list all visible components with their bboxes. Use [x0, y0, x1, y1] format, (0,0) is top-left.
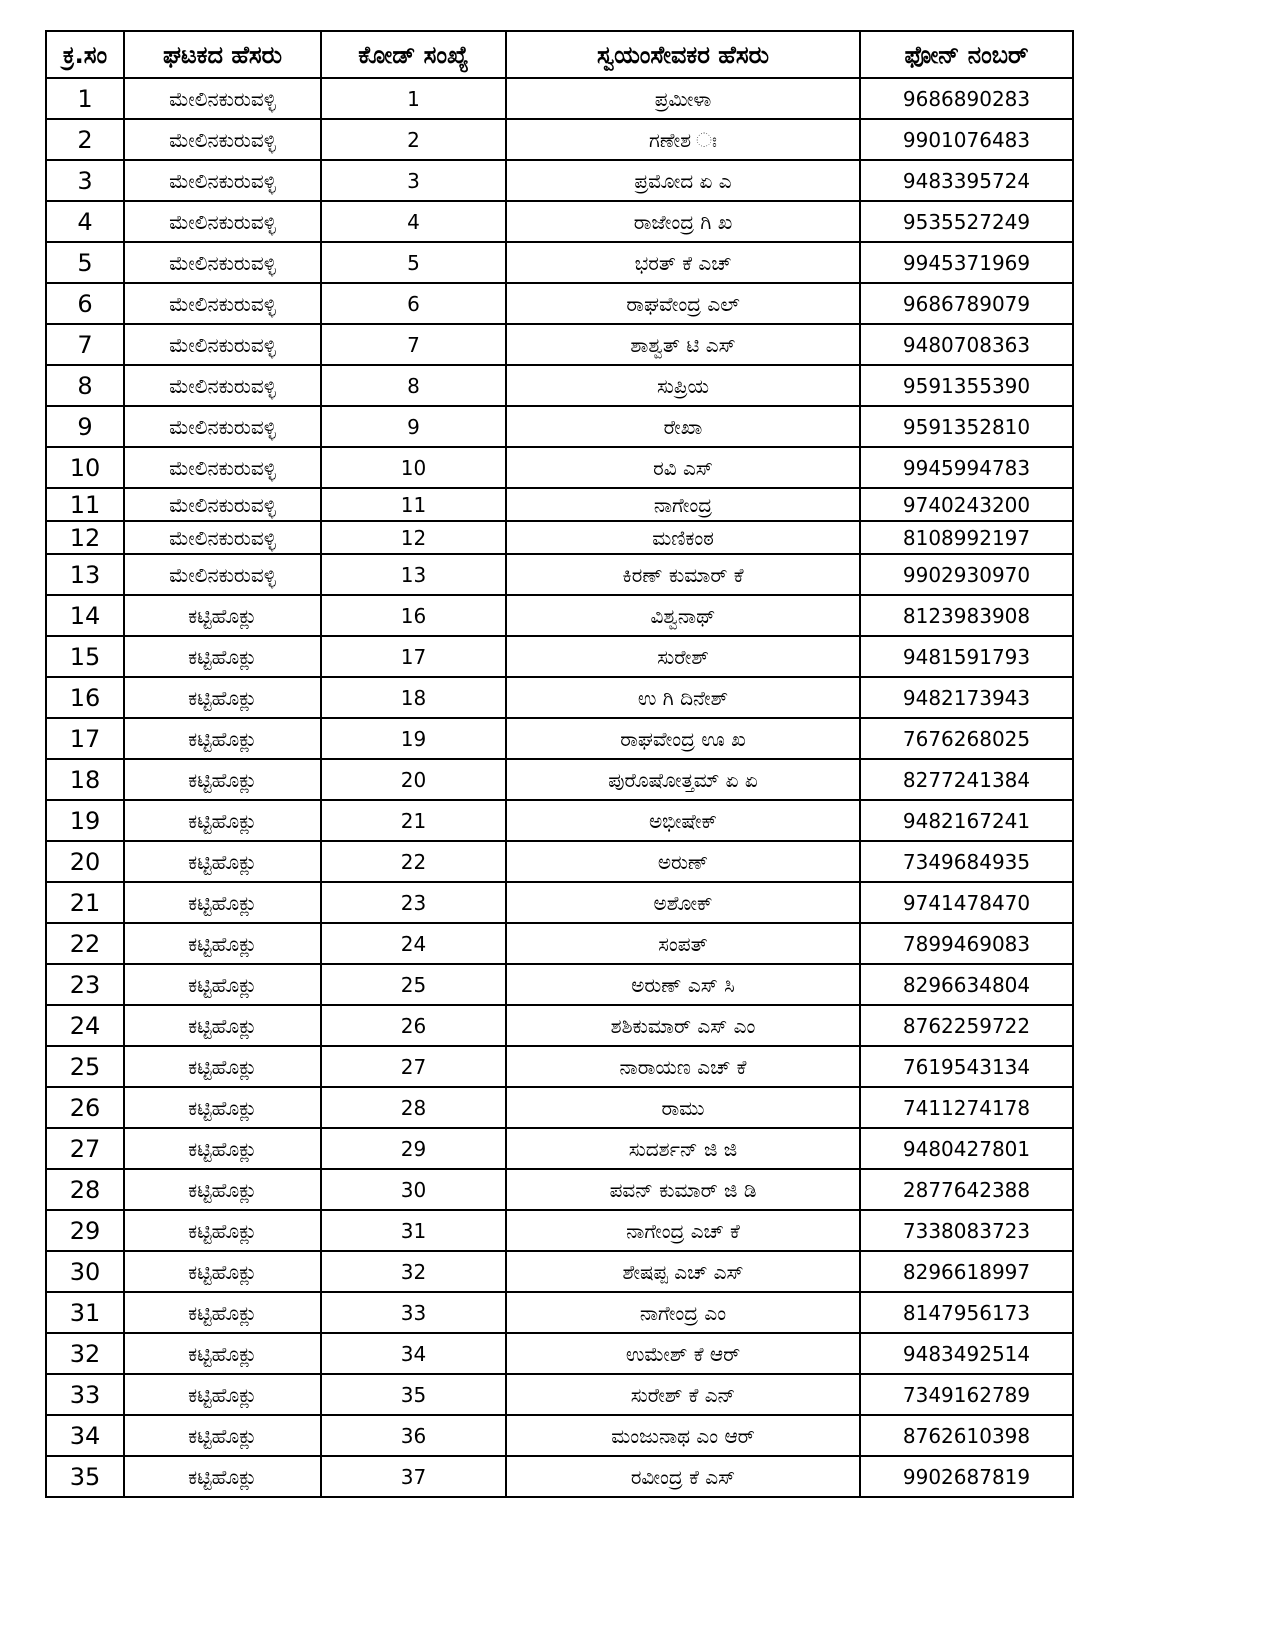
- phone-number-cell: 9902687819: [860, 1456, 1073, 1497]
- table-row: [46, 201, 1073, 242]
- phone-number-cell: 8296634804: [860, 964, 1073, 1005]
- code-number-cell: 20: [321, 759, 506, 800]
- table-row: [46, 1005, 1073, 1046]
- table-body: [46, 78, 1073, 1497]
- unit-name-cell: ಮೇಲಿನಕುರುವಳ್ಳಿ: [124, 406, 321, 447]
- serial-cell: 3: [46, 160, 124, 201]
- phone-number-cell: 9945994783: [860, 447, 1073, 488]
- code-number-cell: 36: [321, 1415, 506, 1456]
- table-row: [46, 406, 1073, 447]
- volunteer-name-cell: ಶಾಶ್ವತ್ ಟಿ ಎಸ್: [506, 324, 860, 365]
- code-number-cell: 33: [321, 1292, 506, 1333]
- volunteer-name-cell: ನಾಗೇಂದ್ರ: [506, 488, 860, 521]
- code-number-cell: 7: [321, 324, 506, 365]
- phone-number-cell: 8762610398: [860, 1415, 1073, 1456]
- unit-name-cell: ಮೇಲಿನಕುರುವಳ್ಳಿ: [124, 78, 321, 119]
- code-number-cell: 19: [321, 718, 506, 759]
- table-row: [46, 119, 1073, 160]
- table-row: [46, 1456, 1073, 1497]
- volunteer-name-cell: ಅಭೀಷೇಕ್: [506, 800, 860, 841]
- code-number-cell: 27: [321, 1046, 506, 1087]
- code-number-cell: 1: [321, 78, 506, 119]
- serial-cell: 11: [46, 488, 124, 521]
- serial-cell: 13: [46, 554, 124, 595]
- volunteer-name-cell: ನಾರಾಯಣ ಎಚ್ ಕೆ: [506, 1046, 860, 1087]
- unit-name-cell: ಮೇಲಿನಕುರುವಳ್ಳಿ: [124, 160, 321, 201]
- unit-name-cell: ಕಟ್ಟಿಹೊಕ್ಲು: [124, 1087, 321, 1128]
- table-row: [46, 1169, 1073, 1210]
- phone-number-cell: 9480427801: [860, 1128, 1073, 1169]
- code-number-cell: 6: [321, 283, 506, 324]
- phone-number-cell: 7411274178: [860, 1087, 1073, 1128]
- header-code-number: ಕೋಡ್ ಸಂಖ್ಯೆ: [321, 31, 506, 78]
- volunteer-name-cell: ನಾಗೇಂದ್ರ ಎಂ: [506, 1292, 860, 1333]
- unit-name-cell: ಮೇಲಿನಕುರುವಳ್ಳಿ: [124, 447, 321, 488]
- volunteer-name-cell: ರಾಮು: [506, 1087, 860, 1128]
- code-number-cell: 22: [321, 841, 506, 882]
- unit-name-cell: ಕಟ್ಟಿಹೊಕ್ಲು: [124, 1456, 321, 1497]
- unit-name-cell: ಮೇಲಿನಕುರುವಳ್ಳಿ: [124, 242, 321, 283]
- code-number-cell: 17: [321, 636, 506, 677]
- code-number-cell: 8: [321, 365, 506, 406]
- phone-number-cell: 9741478470: [860, 882, 1073, 923]
- code-number-cell: 29: [321, 1128, 506, 1169]
- unit-name-cell: ಕಟ್ಟಿಹೊಕ್ಲು: [124, 1415, 321, 1456]
- volunteer-name-cell: ರಾಘವೇಂದ್ರ ಎಲ್: [506, 283, 860, 324]
- table-row: [46, 800, 1073, 841]
- volunteer-name-cell: ಮಣಿಕಂಠ: [506, 521, 860, 554]
- code-number-cell: 21: [321, 800, 506, 841]
- serial-cell: 21: [46, 882, 124, 923]
- phone-number-cell: 8108992197: [860, 521, 1073, 554]
- phone-number-cell: 8296618997: [860, 1251, 1073, 1292]
- serial-cell: 12: [46, 521, 124, 554]
- code-number-cell: 28: [321, 1087, 506, 1128]
- table-row: [46, 964, 1073, 1005]
- serial-cell: 30: [46, 1251, 124, 1292]
- table-row: [46, 160, 1073, 201]
- unit-name-cell: ಕಟ್ಟಿಹೊಕ್ಲು: [124, 923, 321, 964]
- table-row: [46, 242, 1073, 283]
- code-number-cell: 2: [321, 119, 506, 160]
- table-row: [46, 488, 1073, 521]
- serial-cell: 2: [46, 119, 124, 160]
- unit-name-cell: ಮೇಲಿನಕುರುವಳ್ಳಿ: [124, 365, 321, 406]
- code-number-cell: 37: [321, 1456, 506, 1497]
- table-row: [46, 1210, 1073, 1251]
- phone-number-cell: 9483395724: [860, 160, 1073, 201]
- code-number-cell: 13: [321, 554, 506, 595]
- code-number-cell: 18: [321, 677, 506, 718]
- volunteer-name-cell: ಉ ಗಿ ದಿನೇಶ್: [506, 677, 860, 718]
- serial-cell: 14: [46, 595, 124, 636]
- serial-cell: 20: [46, 841, 124, 882]
- volunteer-name-cell: ಶೇಷಪ್ಪ ಎಚ್ ಎಸ್: [506, 1251, 860, 1292]
- unit-name-cell: ಕಟ್ಟಿಹೊಕ್ಲು: [124, 1292, 321, 1333]
- serial-cell: 15: [46, 636, 124, 677]
- volunteer-name-cell: ರವಿ ಎಸ್: [506, 447, 860, 488]
- volunteer-name-cell: ಪವನ್ ಕುಮಾರ್ ಜಿ ಡಿ: [506, 1169, 860, 1210]
- unit-name-cell: ಕಟ್ಟಿಹೊಕ್ಲು: [124, 759, 321, 800]
- serial-cell: 6: [46, 283, 124, 324]
- unit-name-cell: ಮೇಲಿನಕುರುವಳ್ಳಿ: [124, 201, 321, 242]
- table-row: [46, 1046, 1073, 1087]
- phone-number-cell: 2877642388: [860, 1169, 1073, 1210]
- code-number-cell: 3: [321, 160, 506, 201]
- phone-number-cell: 7349162789: [860, 1374, 1073, 1415]
- table-row: [46, 1087, 1073, 1128]
- unit-name-cell: ಕಟ್ಟಿಹೊಕ್ಲು: [124, 718, 321, 759]
- serial-cell: 33: [46, 1374, 124, 1415]
- volunteer-name-cell: ಗಣೇಶ ಃ: [506, 119, 860, 160]
- serial-cell: 28: [46, 1169, 124, 1210]
- table-row: [46, 283, 1073, 324]
- unit-name-cell: ಕಟ್ಟಿಹೊಕ್ಲು: [124, 841, 321, 882]
- serial-cell: 8: [46, 365, 124, 406]
- phone-number-cell: 7676268025: [860, 718, 1073, 759]
- unit-name-cell: ಮೇಲಿನಕುರುವಳ್ಳಿ: [124, 324, 321, 365]
- serial-cell: 26: [46, 1087, 124, 1128]
- volunteer-name-cell: ಸುರೇಶ್ ಕೆ ಎನ್: [506, 1374, 860, 1415]
- phone-number-cell: 9945371969: [860, 242, 1073, 283]
- volunteer-name-cell: ಸಂಪತ್: [506, 923, 860, 964]
- serial-cell: 1: [46, 78, 124, 119]
- code-number-cell: 12: [321, 521, 506, 554]
- unit-name-cell: ಕಟ್ಟಿಹೊಕ್ಲು: [124, 1210, 321, 1251]
- unit-name-cell: ಕಟ್ಟಿಹೊಕ್ಲು: [124, 882, 321, 923]
- volunteer-name-cell: ಸುರೇಶ್: [506, 636, 860, 677]
- volunteer-name-cell: ಮಂಜುನಾಥ ಎಂ ಆರ್: [506, 1415, 860, 1456]
- phone-number-cell: 9901076483: [860, 119, 1073, 160]
- code-number-cell: 30: [321, 1169, 506, 1210]
- table-row: [46, 718, 1073, 759]
- phone-number-cell: 9535527249: [860, 201, 1073, 242]
- code-number-cell: 35: [321, 1374, 506, 1415]
- table-row: [46, 841, 1073, 882]
- phone-number-cell: 8277241384: [860, 759, 1073, 800]
- unit-name-cell: ಕಟ್ಟಿಹೊಕ್ಲು: [124, 677, 321, 718]
- serial-cell: 18: [46, 759, 124, 800]
- phone-number-cell: 9740243200: [860, 488, 1073, 521]
- table-row: [46, 521, 1073, 554]
- serial-cell: 17: [46, 718, 124, 759]
- volunteer-name-cell: ನಾಗೇಂದ್ರ ಎಚ್ ಕೆ: [506, 1210, 860, 1251]
- code-number-cell: 32: [321, 1251, 506, 1292]
- phone-number-cell: 7619543134: [860, 1046, 1073, 1087]
- header-unit-name: ಘಟಕದ ಹೆಸರು: [124, 31, 321, 78]
- volunteer-name-cell: ರಾಘವೇಂದ್ರ ಊ ಖ: [506, 718, 860, 759]
- volunteer-name-cell: ಪ್ರಮೀಳಾ: [506, 78, 860, 119]
- volunteer-name-cell: ಭರತ್ ಕೆ ಎಚ್: [506, 242, 860, 283]
- table-row: [46, 1251, 1073, 1292]
- unit-name-cell: ಕಟ್ಟಿಹೊಕ್ಲು: [124, 636, 321, 677]
- serial-cell: 16: [46, 677, 124, 718]
- code-number-cell: 34: [321, 1333, 506, 1374]
- unit-name-cell: ಮೇಲಿನಕುರುವಳ್ಳಿ: [124, 521, 321, 554]
- volunteer-table: [45, 30, 1074, 1498]
- code-number-cell: 9: [321, 406, 506, 447]
- serial-cell: 19: [46, 800, 124, 841]
- unit-name-cell: ಮೇಲಿನಕುರುವಳ್ಳಿ: [124, 119, 321, 160]
- phone-number-cell: 8147956173: [860, 1292, 1073, 1333]
- phone-number-cell: 9482167241: [860, 800, 1073, 841]
- phone-number-cell: 9591352810: [860, 406, 1073, 447]
- header-phone-number: ಫೋನ್ ನಂಬರ್: [860, 31, 1073, 78]
- code-number-cell: 24: [321, 923, 506, 964]
- serial-cell: 9: [46, 406, 124, 447]
- volunteer-name-cell: ಪುರೊಷೋತ್ತಮ್ ಏ ಏ: [506, 759, 860, 800]
- table-row: [46, 78, 1073, 119]
- table-row: [46, 1415, 1073, 1456]
- phone-number-cell: 9482173943: [860, 677, 1073, 718]
- phone-number-cell: 9686890283: [860, 78, 1073, 119]
- serial-cell: 5: [46, 242, 124, 283]
- phone-number-cell: 8123983908: [860, 595, 1073, 636]
- unit-name-cell: ಕಟ್ಟಿಹೊಕ್ಲು: [124, 1333, 321, 1374]
- code-number-cell: 10: [321, 447, 506, 488]
- phone-number-cell: 7899469083: [860, 923, 1073, 964]
- volunteer-name-cell: ರೇಖಾ: [506, 406, 860, 447]
- volunteer-name-cell: ಅರುಣ್: [506, 841, 860, 882]
- phone-number-cell: 9591355390: [860, 365, 1073, 406]
- volunteer-name-cell: ಸುಪ್ರಿಯ: [506, 365, 860, 406]
- table-row: [46, 636, 1073, 677]
- unit-name-cell: ಕಟ್ಟಿಹೊಕ್ಲು: [124, 1046, 321, 1087]
- unit-name-cell: ಕಟ್ಟಿಹೊಕ್ಲು: [124, 1128, 321, 1169]
- table-row: [46, 1333, 1073, 1374]
- code-number-cell: 26: [321, 1005, 506, 1046]
- header-volunteer-name: ಸ್ವಯಂಸೇವಕರ ಹೆಸರು: [506, 31, 860, 78]
- serial-cell: 34: [46, 1415, 124, 1456]
- phone-number-cell: 8762259722: [860, 1005, 1073, 1046]
- phone-number-cell: 9480708363: [860, 324, 1073, 365]
- table-row: [46, 677, 1073, 718]
- phone-number-cell: 9686789079: [860, 283, 1073, 324]
- volunteer-name-cell: ಶಶಿಕುಮಾರ್ ಎಸ್ ಎಂ: [506, 1005, 860, 1046]
- table-row: [46, 595, 1073, 636]
- code-number-cell: 5: [321, 242, 506, 283]
- phone-number-cell: 9481591793: [860, 636, 1073, 677]
- serial-cell: 22: [46, 923, 124, 964]
- code-number-cell: 23: [321, 882, 506, 923]
- table-row: [46, 365, 1073, 406]
- unit-name-cell: ಮೇಲಿನಕುರುವಳ್ಳಿ: [124, 488, 321, 521]
- volunteer-name-cell: ರಾಜೇಂದ್ರ ಗಿ ಖ: [506, 201, 860, 242]
- unit-name-cell: ಮೇಲಿನಕುರುವಳ್ಳಿ: [124, 283, 321, 324]
- unit-name-cell: ಕಟ್ಟಿಹೊಕ್ಲು: [124, 964, 321, 1005]
- code-number-cell: 25: [321, 964, 506, 1005]
- unit-name-cell: ಕಟ್ಟಿಹೊಕ್ಲು: [124, 1374, 321, 1415]
- table-row: [46, 923, 1073, 964]
- serial-cell: 25: [46, 1046, 124, 1087]
- serial-cell: 10: [46, 447, 124, 488]
- table-row: [46, 554, 1073, 595]
- table-header-row: [46, 31, 1073, 78]
- unit-name-cell: ಕಟ್ಟಿಹೊಕ್ಲು: [124, 1169, 321, 1210]
- table-row: [46, 324, 1073, 365]
- unit-name-cell: ಕಟ್ಟಿಹೊಕ್ಲು: [124, 595, 321, 636]
- unit-name-cell: ಕಟ್ಟಿಹೊಕ್ಲು: [124, 800, 321, 841]
- volunteer-name-cell: ಕಿರಣ್ ಕುಮಾರ್ ಕೆ: [506, 554, 860, 595]
- phone-number-cell: 7338083723: [860, 1210, 1073, 1251]
- code-number-cell: 11: [321, 488, 506, 521]
- volunteer-name-cell: ಅಶೋಕ್: [506, 882, 860, 923]
- table-row: [46, 447, 1073, 488]
- serial-cell: 32: [46, 1333, 124, 1374]
- table-row: [46, 882, 1073, 923]
- serial-cell: 29: [46, 1210, 124, 1251]
- code-number-cell: 16: [321, 595, 506, 636]
- unit-name-cell: ಮೇಲಿನಕುರುವಳ್ಳಿ: [124, 554, 321, 595]
- serial-cell: 31: [46, 1292, 124, 1333]
- table-row: [46, 1292, 1073, 1333]
- phone-number-cell: 7349684935: [860, 841, 1073, 882]
- volunteer-name-cell: ಸುದರ್ಶನ್ ಜಿ ಜಿ: [506, 1128, 860, 1169]
- phone-number-cell: 9483492514: [860, 1333, 1073, 1374]
- unit-name-cell: ಕಟ್ಟಿಹೊಕ್ಲು: [124, 1251, 321, 1292]
- serial-cell: 35: [46, 1456, 124, 1497]
- table-row: [46, 1374, 1073, 1415]
- code-number-cell: 4: [321, 201, 506, 242]
- serial-cell: 4: [46, 201, 124, 242]
- volunteer-name-cell: ವಿಶ್ವನಾಥ್: [506, 595, 860, 636]
- serial-cell: 27: [46, 1128, 124, 1169]
- table-row: [46, 1128, 1073, 1169]
- unit-name-cell: ಕಟ್ಟಿಹೊಕ್ಲು: [124, 1005, 321, 1046]
- serial-cell: 24: [46, 1005, 124, 1046]
- code-number-cell: 31: [321, 1210, 506, 1251]
- volunteer-name-cell: ಪ್ರಮೋದ ಏ ಎ: [506, 160, 860, 201]
- volunteer-name-cell: ರವೀಂದ್ರ ಕೆ ಎಸ್: [506, 1456, 860, 1497]
- phone-number-cell: 9902930970: [860, 554, 1073, 595]
- volunteer-name-cell: ಅರುಣ್ ಎಸ್ ಸಿ: [506, 964, 860, 1005]
- serial-cell: 23: [46, 964, 124, 1005]
- volunteer-name-cell: ಉಮೇಶ್ ಕೆ ಆರ್: [506, 1333, 860, 1374]
- serial-cell: 7: [46, 324, 124, 365]
- table-row: [46, 759, 1073, 800]
- header-serial-number: ಕ್ರ.ಸಂ: [46, 31, 124, 78]
